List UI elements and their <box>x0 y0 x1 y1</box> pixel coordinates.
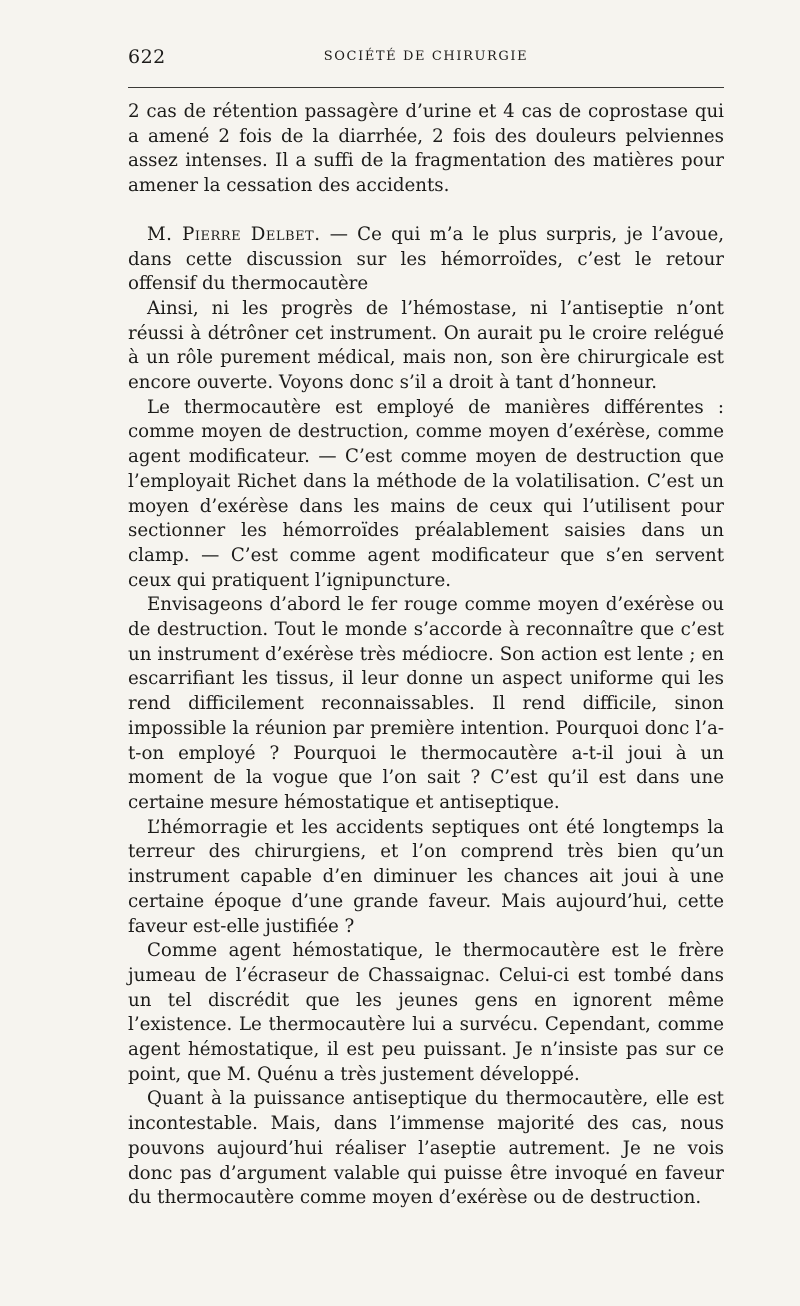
page-number: 622 <box>128 46 166 68</box>
paragraph-5: Envisageons d’abord le fer rouge comme moyen d’exérèse ou de destruction. Tout le monde s’accorde à reconnaître que c’est un instrument d’exérèse très médiocre. Son action est lente ; en escarrifiant les tissus, il leur donne un aspect uniforme qui les rend difficilement reconnaissables. Il rend difficile, sinon impossible la réunion par première intention. Pourquoi donc l’a-t-on employé ? Pourquoi le thermocautère a-t-il joui à un moment de la vogue que l’on sait ? C’est qu’il est dans une certaine mesure hémostatique et antiseptique. <box>128 594 724 813</box>
paragraph-7: Comme agent hémostatique, le thermocautère est le frère jumeau de l’écraseur de Chassaignac. Celui-ci est tombé dans un tel discrédit que les jeunes gens en ignorent même l’existence. Le thermocautère lui a survécu. Cependant, comme agent hémostatique, il est peu puissant. Je n’insiste pas sur ce point, que M. Quénu a très justement développé. <box>128 940 724 1085</box>
speaker-name: M. Pierre Delbet. <box>147 223 321 245</box>
paragraph-3: Ainsi, ni les progrès de l’hémostase, ni l’antiseptie n’ont réussi à détrôner cet instrument. On aurait pu le croire relégué à un rôle purement médical, mais non, son ère chirurgicale est encore ouverte. Voyons donc s’il a droit à tant d’honneur. <box>128 297 724 394</box>
body-text <box>128 100 724 1211</box>
page-header <box>128 46 724 72</box>
paragraph-6: L’hémorragie et les accidents septiques ont été longtemps la terreur des chirurgiens, et l’on comprend très bien qu’un instrument capable d’en diminuer les chances ait joui à une certaine époque d’une grande faveur. Mais aujourd’hui, cette faveur est-elle justifiée ? <box>128 816 724 937</box>
paragraph-2 <box>128 223 724 297</box>
paragraph-2-text: — Ce qui m’a le plus surpris, je l’avoue, dans cette discussion sur les hémorroïdes, c’est le retour offensif du thermocautère <box>128 223 724 295</box>
paragraph-4: Le thermocautère est employé de manières différentes : comme moyen de destruction, comme moyen d’exérèse, comme agent modificateur. — C’est comme moyen de destruction que l’employait Richet dans la méthode de la volatilisation. C’est un moyen d’exérèse dans les mains de ceux qui l’utilisent pour sectionner les hémorroïdes préalablement saisies dans un clamp. — C’est comme agent modificateur que s’en servent ceux qui pratiquent l’ignipuncture. <box>128 396 724 591</box>
paragraph-8: Quant à la puissance antiseptique du thermocautère, elle est incontestable. Mais, dans l’immense majorité des cas, nous pouvons aujourd’hui réaliser l’aseptie autrement. Je ne vois donc pas d’argument valable qui puisse être invoqué en faveur du thermocautère comme moyen d’exérèse ou de destruction. <box>128 1088 724 1209</box>
header-rule <box>128 87 724 88</box>
running-head: SOCIÉTÉ DE CHIRURGIE <box>323 49 529 64</box>
paragraph-1: 2 cas de rétention passagère d’urine et 4 cas de coprostase qui a amené 2 fois de la diarrhée, 2 fois des douleurs pelviennes assez intenses. Il a suffi de la fragmentation des matières pour amener la cessation des accidents. <box>128 101 724 197</box>
